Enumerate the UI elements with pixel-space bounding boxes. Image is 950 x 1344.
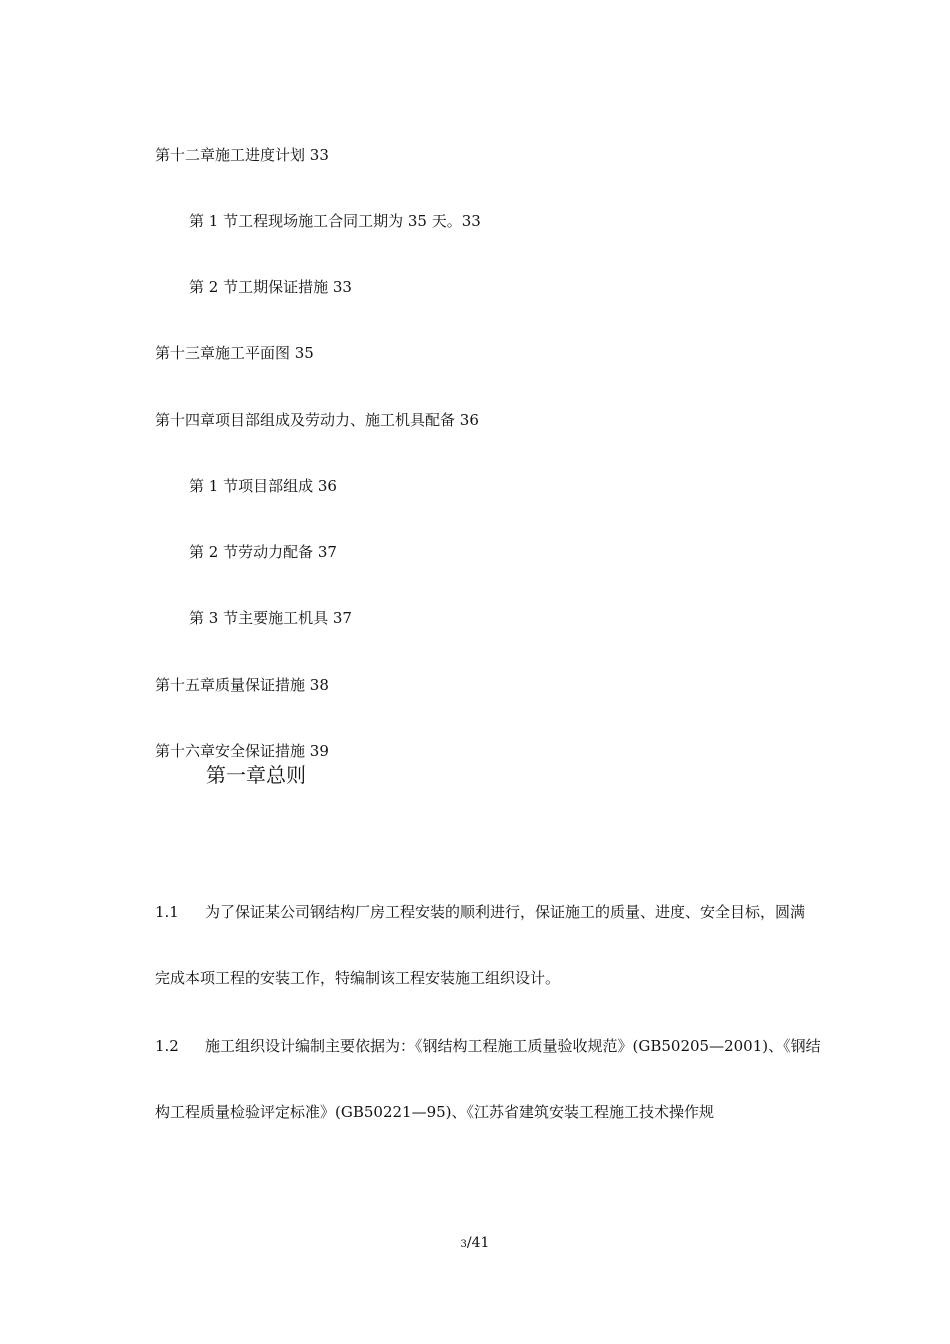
chapter-title: 第一章总则 (206, 763, 306, 787)
paragraph-1-1-line-2: 完成本项工程的安装工作，特编制该工程安装施工组织设计。 (155, 969, 561, 987)
toc-entry-section-14-3[interactable]: 第 3 节主要施工机具 37 (189, 609, 352, 627)
paragraph-text: 为了保证某公司钢结构厂房工程安装的顺利进行，保证施工的质量、进度、安全目标，圆满 (205, 903, 806, 921)
toc-entry-section-14-2[interactable]: 第 2 节劳动力配备 37 (189, 543, 337, 561)
paragraph-1-1-line-1 (155, 902, 805, 922)
toc-entry-chapter-12[interactable]: 第十二章施工进度计划 33 (155, 146, 329, 164)
toc-entry-chapter-15[interactable]: 第十五章质量保证措施 38 (155, 676, 329, 694)
paragraph-number: 1.1 (155, 903, 179, 921)
page-separator: / (466, 1235, 472, 1251)
current-page-number: 3 (460, 1239, 467, 1250)
toc-entry-chapter-14[interactable]: 第十四章项目部组成及劳动力、施工机具配备 36 (155, 411, 479, 429)
paragraph-text: 施工组织设计编制主要依据为：《钢结构工程施工质量验收规范》(GB50205—2001)、《钢结 (205, 1037, 821, 1055)
paragraph-number: 1.2 (155, 1037, 179, 1055)
toc-entry-section-14-1[interactable]: 第 1 节项目部组成 36 (189, 477, 337, 495)
toc-entry-section-12-2[interactable]: 第 2 节工期保证措施 33 (189, 278, 352, 296)
paragraph-1-2-line-1 (155, 1036, 821, 1056)
page-number-footer (0, 1234, 950, 1254)
toc-entry-chapter-13[interactable]: 第十三章施工平面图 35 (155, 344, 314, 362)
paragraph-1-2-line-2: 构工程质量检验评定标准》(GB50221—95)、《江苏省建筑安装工程施工技术操作规 (155, 1103, 715, 1121)
toc-entry-chapter-16[interactable]: 第十六章安全保证措施 39 (155, 742, 329, 760)
toc-entry-section-12-1[interactable]: 第 1 节工程现场施工合同工期为 35 天。33 (189, 212, 481, 230)
total-page-count: 41 (471, 1235, 490, 1251)
